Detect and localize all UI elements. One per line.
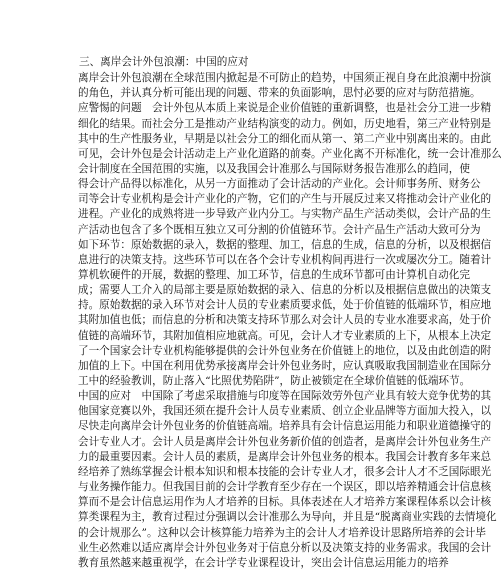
body-text-line: 细化的结果。而社会分工是推动产业结构演变的动力。例如，历史地看，第三产业特别是 [78, 117, 492, 130]
body-text-line: 值链的高端环节，其附加值相应地就高。可见，会计人才专业素质的上下，从根本上决定 [78, 329, 492, 342]
body-text-line: 了一个国家会计专业机构能够提供的会计外包业务在价值链上的地位，以及由此创造的附 [78, 344, 492, 357]
body-text-line: 教育虽然越来越重视学，在会计学专业课程设计，突出会计信息运用能力的培养 [78, 556, 449, 569]
body-text-line: 工中的经验教训，防止落入“比照优势陷阱”，防止被锁定在全球价值链的低端环节。 [78, 375, 471, 387]
body-text-line: 可见，会计外包是会计活动走上产业化道路的前奏。产业化离不开标准化，统一会计准那么 [78, 147, 502, 160]
body-text-line: 息进行的决策支持。这些环节可以在各个会计专业机构间再进行一次或屡次分工。随着计 [78, 253, 492, 266]
body-text-line: 得会计产品得以标准化，从另一方面推动了会计活动的产业化。会计师事务所、财务公 [78, 178, 481, 191]
body-text-line: 成；需要人工介入的局部主要是原始数据的录入、信息的分析以及根据信息做出的决策支 [78, 284, 492, 297]
body-text-line: 持。原始数据的录入环节对会计人员的专业素质要求低，处于价值链的低端环节，相应地 [78, 299, 492, 312]
body-text-line: 司等会计专业机构是会计产业化的产物，它们的产生与开展反过来又将推动会计产业化的 [78, 193, 492, 206]
body-text-line: 其附加值也低；而信息的分析和决策支持环节那么对会计人员的专业水准要求高，处于价 [78, 314, 492, 327]
section-heading: 三、离岸会计外包浪潮：中国的应对 [79, 56, 249, 68]
body-text-line: 力的最重要因素。会计人员的素质，是离岸会计外包业务的根本。我国会计教育多年来总 [78, 450, 492, 463]
body-text-line: 会计专业人才。会计人员是离岸会计外包业务新价值的创造者，是离岸会计外包业务生产 [78, 435, 492, 448]
body-text-line: 进程。产业化的成熟将进一步导致产业内分工。与实物产品生产活动类似，会计产品的生 [78, 208, 492, 221]
body-text-line: 离岸会计外包浪潮在全球范围内掀起是不可防止的趋势，中国须正视自身在此浪潮中扮演 [78, 72, 492, 84]
body-text-line: 业生必然难以适应离岸会计外包业务对于信息分析以及决策支持的业务需求。我国的会计 [78, 541, 492, 554]
body-text-line: 的角色，并认真分析可能出现的问题、带来的负面影响，思忖必要的应对与防范措施。 [78, 87, 481, 100]
body-text-line: 如下环节：原始数据的录入，数据的整理、加工，信息的生成，信息的分析，以及根据信 [78, 238, 492, 251]
body-text-line: 加值的上下。中国在利用优势承接离岸会计外包业务时，应认真吸取我国制造业在国际分 [78, 359, 492, 372]
body-text-line: 尽快走向离岸会计外包业务的价值链高端。培养具有会计信息运用能力和职业道德操守的 [78, 420, 492, 433]
body-text-line: 应警惕的问题 会计外包从本质上来说是企业价值链的重新调整，也是社会分工进一步精 [78, 102, 492, 115]
body-text-line: 会计制度在全国范围的实施，以及我国会计准那么与国际财务报告准那么的趋同，使 [78, 162, 470, 175]
body-text-line: 的会计规那么”。这种以会计核算能力培养为主的会计人才培养设计思路所培养的会计毕 [78, 526, 486, 539]
body-text-line: 他国家竞赛以外，我国还须在提升会计人员专业素质、创立企业品牌等方面加大投入，以 [78, 405, 492, 418]
body-text-line: 算类课程为主，教育过程过分强调以会计准那么为导向，并且是“脱离商业实践的去情境化 [78, 511, 497, 524]
body-text-line: 经培养了熟练掌握会计根本知识和根本技能的会计专业人才，很多会计人才不乏国际眼光 [78, 465, 492, 478]
body-text-line: 中国的应对 中国除了考虑采取措施与印度等在国际效劳外包产业具有较大竞争优势的其 [78, 390, 492, 403]
body-text-line: 产活动也包含了多个既相互独立又可分割的价值链环节。会计产品生产活动大致可分为 [78, 223, 481, 236]
body-text-line: 与业务操作能力。但我国目前的会计学教育至少存在一个误区，即以培养精通会计信息核 [78, 481, 492, 494]
body-text-line: 算机软硬件的开展，数据的整理、加工环节，信息的生成环节都可由计算机自动化完 [78, 269, 470, 281]
body-text-line: 其中的生产性服务业，早期是以社会分工的细化而从第一、第二产业中别离出来的。由此 [78, 132, 492, 145]
body-text-line: 算而不是会计信息运用作为人才培养的目标。具体表述在人才培养方案课程体系以会计核 [78, 496, 492, 509]
